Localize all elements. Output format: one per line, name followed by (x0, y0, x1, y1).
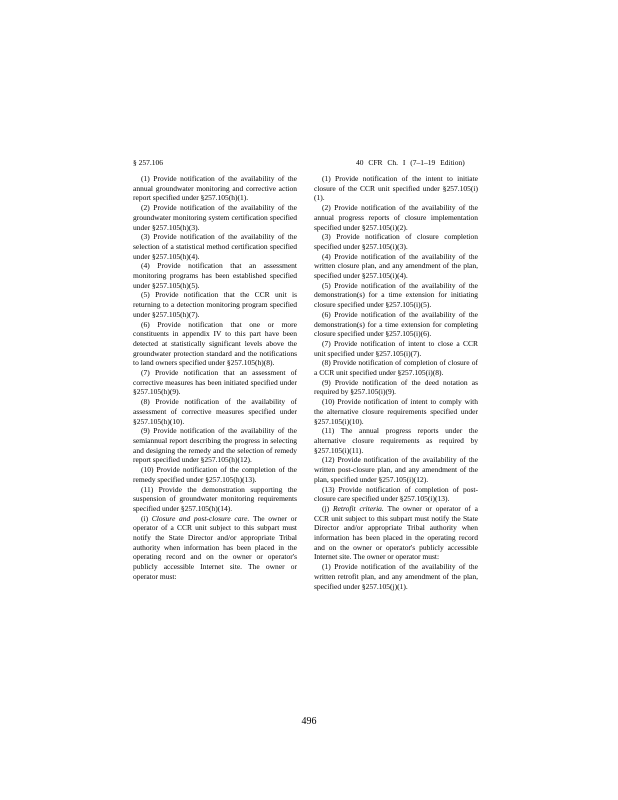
paragraph: (10) Provide notification of intent to comply with the alternative closure requirements specified under §257.105(i)(10). (314, 397, 478, 426)
paragraph: (8) Provide notification of the availability of assessment of corrective measures specified under §257.105(h)(10). (133, 397, 297, 426)
right-column (314, 174, 478, 591)
paragraph: (1) Provide notification of the availability of the annual groundwater monitoring and corrective action report specified under §257.105(h)(1). (133, 174, 297, 203)
paragraph: (4) Provide notification of the availability of the written closure plan, and any amendment of the plan, specified under §257.105(i)(4). (314, 251, 478, 281)
paragraph-closure (133, 514, 297, 582)
citation-header: 40 CFR Ch. I (7–1–19 Edition) (356, 158, 465, 167)
page-number: 496 (301, 716, 317, 727)
paragraph: (10) Provide notification of the completion of the remedy specified under §257.105(h)(13). (133, 465, 297, 484)
subsection-heading: Closure and post-closure care. (151, 513, 250, 523)
paragraph-label: (j) (322, 503, 330, 513)
paragraph: (13) Provide notification of completion of post-closure care specified under §257.105(i)(13). (314, 484, 478, 504)
paragraph-text: The owner or operator of a CCR unit subject to this subpart must notify the State Director and/or appropriate Tribal authority when information has been placed in the operating record and on the owner or operator's publicly accessible Internet site. The owner or operator must: (314, 503, 478, 562)
left-column (133, 174, 297, 582)
paragraph: (5) Provide notification of the availability of the demonstration(s) for a time extension for initiating closure specified under §257.105(i)(5). (314, 280, 478, 310)
paragraph: (3) Provide notification of the availability of the selection of a statistical method certification specified under §257.105(h)(4). (133, 232, 297, 261)
paragraph: (7) Provide notification of intent to close a CCR unit specified under §257.105(i)(7). (314, 338, 478, 358)
section-header: § 257.106 (133, 158, 163, 167)
paragraph: (11) Provide the demonstration supporting the suspension of groundwater monitoring requirements specified under §257.105(h)(14). (133, 484, 297, 513)
paragraph: (8) Provide notification of completion of closure of a CCR unit specified under §257.105(i)(8). (314, 358, 478, 378)
subsection-heading: Retrofit criteria. (332, 503, 384, 513)
paragraph: (9) Provide notification of the availability of the semiannual report describing the progress in selecting and designing the remedy and the selection of remedy report specified under §257.105(h)(12). (133, 426, 297, 465)
paragraph: (2) Provide notification of the availability of the annual progress reports of closure implementation specified under §257.105(i)(2). (314, 203, 478, 232)
paragraph: (12) Provide notification of the availability of the written post-closure plan, and any amendment of the plan, specified under §257.105(i)(12). (314, 455, 478, 484)
paragraph-text: The owner or operator of a CCR unit subject to this subpart must notify the State Director and/or appropriate Tribal authority when information has been placed in the operating record and on the owner or operator's publicly accessible Internet site. The owner or operator must: (133, 513, 297, 581)
paragraph-retrofit (314, 504, 478, 562)
paragraph: (1) Provide notification of the availability of the written retrofit plan, and any amendment of the plan, specified under §257.105(j)(1). (314, 562, 478, 591)
paragraph: (2) Provide notification of the availability of the groundwater monitoring system certification specified under §257.105(h)(3). (133, 203, 297, 232)
paragraph: (6) Provide notification of the availability of the demonstration(s) for a time extension for completing closure specified under §257.105(i)(6). (314, 309, 478, 339)
paragraph: (3) Provide notification of closure completion specified under §257.105(i)(3). (314, 232, 478, 251)
paragraph: (1) Provide notification of the intent to initiate closure of the CCR unit specified under §257.105(i)(1). (314, 174, 478, 203)
paragraph: (11) The annual progress reports under the alternative closure requirements as required by §257.105(i)(11). (314, 426, 478, 455)
paragraph-label: (i) (141, 513, 149, 523)
paragraph: (4) Provide notification that an assessment monitoring programs has been established specified under §257.105(h)(5). (133, 261, 297, 290)
paragraph: (9) Provide notification of the deed notation as required by §257.105(i)(9). (314, 377, 478, 397)
paragraph: (5) Provide notification that the CCR unit is returning to a detection monitoring program specified under §257.105(h)(7). (133, 290, 297, 319)
paragraph: (6) Provide notification that one or more constituents in appendix IV to this part have been detected at statistically significant levels above the groundwater protection standard and the notifications to land owners specified under §257.105(h)(8). (133, 319, 297, 368)
paragraph: (7) Provide notification that an assessment of corrective measures has been initiated specified under §257.105(h)(9). (133, 368, 297, 397)
